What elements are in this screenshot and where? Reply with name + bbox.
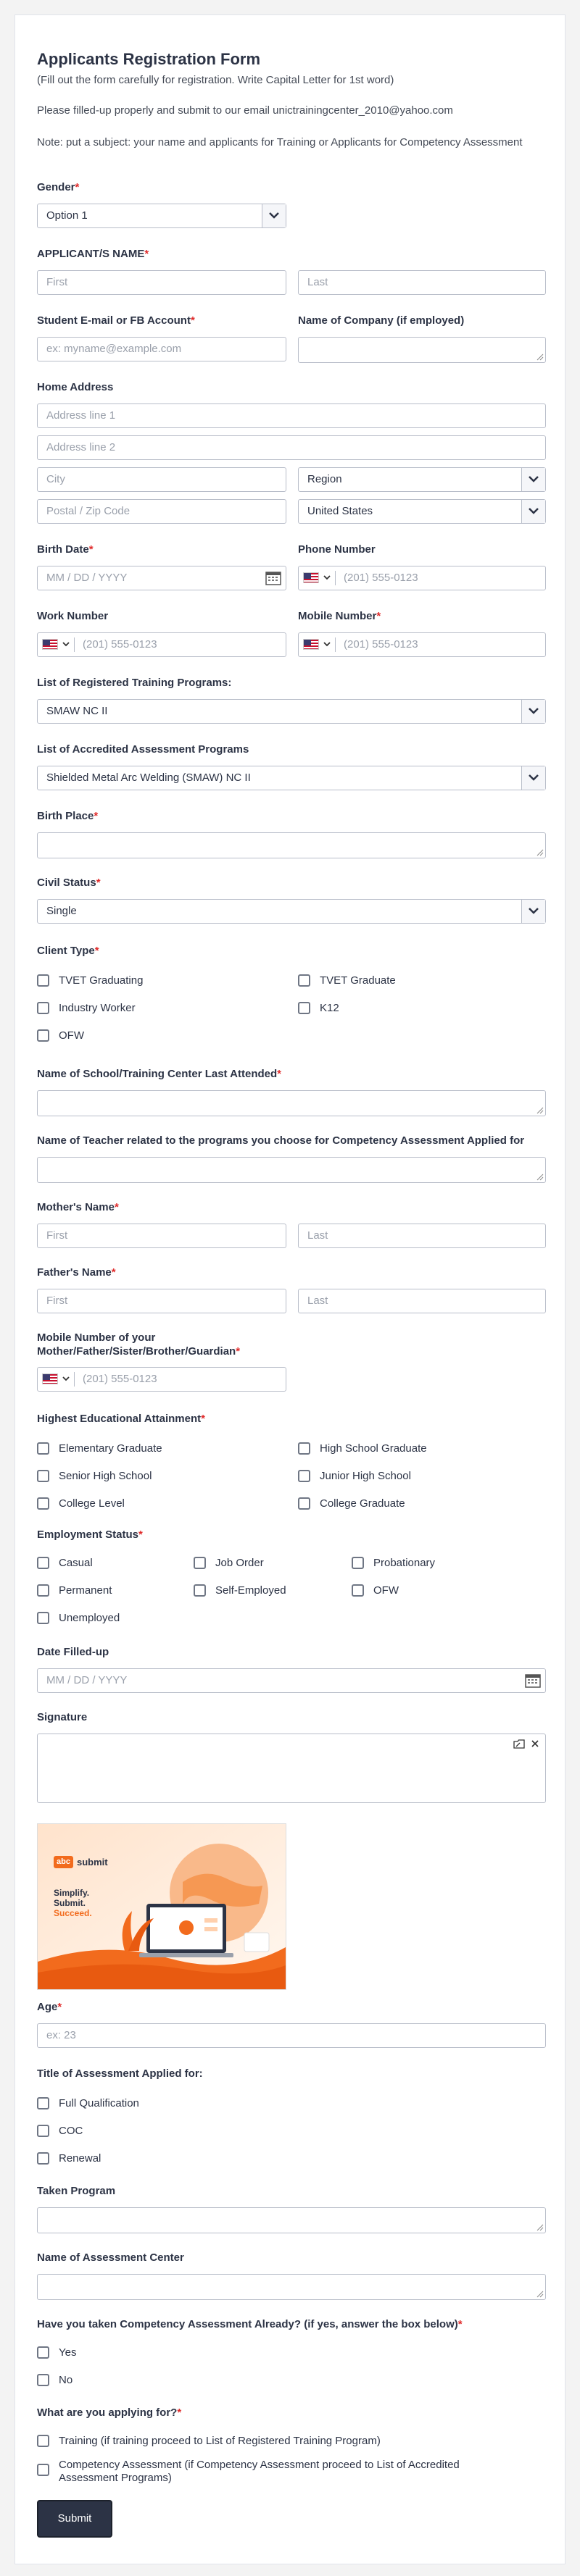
assessment-center-textarea[interactable] <box>37 2274 546 2300</box>
education-option-label: College Graduate <box>320 1497 405 1510</box>
gender-value: Option 1 <box>46 209 88 222</box>
age-input[interactable]: ex: 23 <box>37 2023 546 2048</box>
form-instruction: Please filled-up properly and submit to our email unictrainingcenter_2010@yahoo.com <box>37 104 453 117</box>
taken-program-label: Taken Program <box>37 2185 116 2197</box>
company-label: Name of Company (if employed) <box>298 314 465 327</box>
us-flag-icon[interactable] <box>42 1373 58 1384</box>
address-line2-input[interactable]: Address line 2 <box>37 435 546 460</box>
education-option-label: High School Graduate <box>320 1442 427 1455</box>
birth-date-label: Birth Date* <box>37 543 94 556</box>
assessment-title-label: Title of Assessment Applied for: <box>37 2067 203 2080</box>
submit-button[interactable]: Submit <box>37 2500 112 2538</box>
phone-input[interactable] <box>298 566 546 590</box>
training-programs-select[interactable] <box>37 699 546 724</box>
assessment-programs-label: List of Accredited Assessment Programs <box>37 743 249 756</box>
company-textarea[interactable] <box>298 337 546 363</box>
employment-option-label: OFW <box>373 1584 399 1597</box>
assessment-option-label: Renewal <box>59 2152 102 2165</box>
promo-line3: Succeed. <box>54 1908 92 1918</box>
chevron-down-icon <box>521 468 545 491</box>
chevron-down-icon <box>521 766 545 790</box>
form-card <box>14 14 566 2564</box>
civil-status-label: Civil Status* <box>37 877 101 889</box>
phone-label: Phone Number <box>298 543 376 556</box>
chevron-down-icon <box>62 642 70 647</box>
chevron-down-icon <box>62 1376 70 1381</box>
school-textarea[interactable] <box>37 1090 546 1116</box>
assessment-center-label: Name of Assessment Center <box>37 2251 184 2264</box>
work-number-input[interactable] <box>37 632 286 657</box>
guardian-mobile-label-line2: Mother/Father/Sister/Brother/Guardian* <box>37 1345 241 1358</box>
chevron-down-icon <box>323 642 331 647</box>
education-option-label: Junior High School <box>320 1470 411 1482</box>
mobile-number-placeholder: (201) 555-0123 <box>344 638 418 651</box>
employment-option-label: Permanent <box>59 1584 112 1597</box>
employment-checkbox-ofw[interactable] <box>352 1584 364 1597</box>
employment-option-label: Job Order <box>215 1557 264 1569</box>
region-select[interactable] <box>298 467 546 492</box>
birth-place-label: Birth Place* <box>37 810 99 822</box>
civil-status-select[interactable] <box>37 899 546 924</box>
applicant-name-label: APPLICANT/S NAME* <box>37 248 149 260</box>
employment-option-label: Probationary <box>373 1557 436 1569</box>
divider <box>74 637 75 652</box>
promo-banner <box>37 1823 286 1990</box>
divider <box>74 1372 75 1387</box>
education-checkbox-high-school-graduate[interactable] <box>298 1442 310 1455</box>
divider <box>335 571 336 585</box>
chevron-down-icon <box>521 500 545 523</box>
calendar-icon[interactable] <box>265 571 281 585</box>
guardian-mobile-input[interactable] <box>37 1367 286 1392</box>
birth-date-placeholder: MM / DD / YYYY <box>46 572 128 584</box>
assessment-programs-value: Shielded Metal Arc Welding (SMAW) NC II <box>46 771 251 784</box>
taken-already-checkbox-yes[interactable] <box>37 2346 49 2359</box>
employment-checkbox-permanent[interactable] <box>37 1584 49 1597</box>
chevron-down-icon <box>323 575 331 580</box>
us-flag-icon[interactable] <box>303 639 319 650</box>
education-checkbox-senior-high-school[interactable] <box>37 1470 49 1482</box>
employment-option-label: Unemployed <box>59 1612 120 1624</box>
education-option-label: College Level <box>59 1497 125 1510</box>
education-checkbox-elementary-graduate[interactable] <box>37 1442 49 1455</box>
mobile-number-label: Mobile Number* <box>298 610 381 622</box>
mother-name-label: Mother's Name* <box>37 1201 119 1213</box>
guardian-mobile-placeholder: (201) 555-0123 <box>83 1373 157 1385</box>
resize-handle-icon <box>536 849 544 856</box>
promo-logo-mark: abc <box>54 1856 73 1868</box>
us-flag-icon[interactable] <box>303 572 319 583</box>
chevron-down-icon <box>262 204 286 227</box>
teacher-label: Name of Teacher related to the programs you choose for Competency Assessment Applied for <box>37 1134 525 1147</box>
signature-label: Signature <box>37 1711 88 1723</box>
calendar-icon[interactable] <box>525 1673 541 1688</box>
client-type-checkbox-ofw[interactable] <box>37 1029 49 1042</box>
employment-checkbox-self-employed[interactable] <box>194 1584 206 1597</box>
work-number-placeholder: (201) 555-0123 <box>83 638 157 651</box>
taken-program-textarea[interactable] <box>37 2207 546 2233</box>
applying-for-option-label-line2: Assessment Programs) <box>59 2472 172 2484</box>
gender-label: Gender* <box>37 181 80 193</box>
email-input[interactable]: ex: myname@example.com <box>37 337 286 361</box>
applying-for-checkbox-training[interactable] <box>37 2435 49 2447</box>
resize-handle-icon <box>536 2224 544 2231</box>
father-last-name-input[interactable]: Last <box>298 1289 546 1313</box>
father-name-label: Father's Name* <box>37 1266 116 1279</box>
assessment-option-label: COC <box>59 2125 83 2137</box>
promo-line2: Submit. <box>54 1898 86 1908</box>
birth-date-input[interactable] <box>37 566 286 590</box>
divider <box>335 637 336 652</box>
client-type-checkbox-k12[interactable] <box>298 1002 310 1014</box>
age-label: Age* <box>37 2001 62 2013</box>
applying-for-option-label-line1: Competency Assessment (if Competency Assessment proceed to List of Accredited <box>59 2459 460 2471</box>
taken-already-checkbox-no[interactable] <box>37 2374 49 2386</box>
promo-line1: Simplify. <box>54 1888 90 1898</box>
education-option-label: Senior High School <box>59 1470 152 1482</box>
education-label: Highest Educational Attainment* <box>37 1413 205 1425</box>
training-programs-value: SMAW NC II <box>46 705 108 717</box>
education-checkbox-college-graduate[interactable] <box>298 1497 310 1510</box>
employment-checkbox-unemployed[interactable] <box>37 1612 49 1624</box>
employment-checkbox-job-order[interactable] <box>194 1557 206 1569</box>
form-note: Note: put a subject: your name and applicants for Training or Applicants for Competency Assessment <box>37 136 523 149</box>
phone-placeholder: (201) 555-0123 <box>344 572 418 584</box>
address-line1-input[interactable]: Address line 1 <box>37 403 546 428</box>
employment-option-label: Self-Employed <box>215 1584 286 1597</box>
resize-handle-icon <box>536 354 544 361</box>
country-select[interactable] <box>298 499 546 524</box>
date-filled-input[interactable] <box>37 1668 546 1693</box>
upload-icon[interactable] <box>513 1739 525 1749</box>
form-subtitle: (Fill out the form carefully for registration. Write Capital Letter for 1st word) <box>37 74 394 86</box>
resize-handle-icon <box>536 1174 544 1181</box>
work-number-label: Work Number <box>37 610 109 622</box>
resize-handle-icon <box>536 1107 544 1114</box>
client-type-checkbox-tvet-graduate[interactable] <box>298 974 310 987</box>
promo-brand: submit <box>77 1857 108 1868</box>
client-type-option-label: K12 <box>320 1002 339 1014</box>
birth-place-textarea[interactable] <box>37 832 546 858</box>
client-type-option-label: TVET Graduate <box>320 974 396 987</box>
assessment-programs-select[interactable] <box>37 766 546 790</box>
client-type-option-label: TVET Graduating <box>59 974 144 987</box>
taken-already-label: Have you taken Competency Assessment Already? (if yes, answer the box below)* <box>37 2318 463 2330</box>
applying-for-checkbox-assessment[interactable] <box>37 2464 49 2476</box>
us-flag-icon[interactable] <box>42 639 58 650</box>
client-type-option-label: Industry Worker <box>59 1002 136 1014</box>
applying-for-label: What are you applying for?* <box>37 2406 182 2419</box>
date-filled-placeholder: MM / DD / YYYY <box>46 1674 128 1686</box>
education-checkbox-junior-high-school[interactable] <box>298 1470 310 1482</box>
employment-checkbox-casual[interactable] <box>37 1557 49 1569</box>
teacher-textarea[interactable] <box>37 1157 546 1183</box>
mother-first-name-input[interactable]: First <box>37 1224 286 1248</box>
close-icon[interactable] <box>531 1739 539 1748</box>
chevron-down-icon <box>521 900 545 923</box>
taken-already-option-label: Yes <box>59 2346 77 2359</box>
form-title: Applicants Registration Form <box>37 50 261 68</box>
city-input[interactable]: City <box>37 467 286 492</box>
guardian-mobile-label-line1: Mobile Number of your <box>37 1331 156 1344</box>
school-label: Name of School/Training Center Last Attended* <box>37 1068 281 1080</box>
client-type-checkbox-tvet-graduating[interactable] <box>37 974 49 987</box>
assessment-checkbox-renewal[interactable] <box>37 2152 49 2165</box>
postal-code-input[interactable]: Postal / Zip Code <box>37 499 286 524</box>
signature-pad[interactable] <box>37 1734 546 1803</box>
assessment-checkbox-coc[interactable] <box>37 2125 49 2137</box>
client-type-option-label: OFW <box>59 1029 84 1042</box>
father-first-name-input[interactable]: First <box>37 1289 286 1313</box>
employment-option-label: Casual <box>59 1557 93 1569</box>
mother-last-name-input[interactable]: Last <box>298 1224 546 1248</box>
applicant-first-name-input[interactable]: First <box>37 270 286 295</box>
assessment-checkbox-full-qualification[interactable] <box>37 2097 49 2109</box>
applicant-last-name-input[interactable]: Last <box>298 270 546 295</box>
country-value: United States <box>307 505 373 517</box>
client-type-label: Client Type* <box>37 945 99 957</box>
resize-handle-icon <box>536 2291 544 2298</box>
gender-select[interactable] <box>37 204 286 228</box>
date-filled-label: Date Filled-up <box>37 1646 109 1658</box>
chevron-down-icon <box>521 700 545 723</box>
home-address-label: Home Address <box>37 381 114 393</box>
applying-for-option-label: Training (if training proceed to List of Registered Training Program) <box>59 2435 381 2447</box>
employment-checkbox-probationary[interactable] <box>352 1557 364 1569</box>
taken-already-option-label: No <box>59 2374 73 2386</box>
assessment-option-label: Full Qualification <box>59 2097 139 2109</box>
email-label: Student E-mail or FB Account* <box>37 314 195 327</box>
training-programs-label: List of Registered Training Programs: <box>37 677 232 689</box>
civil-status-value: Single <box>46 905 77 917</box>
education-option-label: Elementary Graduate <box>59 1442 162 1455</box>
employment-status-label: Employment Status* <box>37 1529 143 1541</box>
region-value: Region <box>307 473 342 485</box>
client-type-checkbox-industry-worker[interactable] <box>37 1002 49 1014</box>
mobile-number-input[interactable] <box>298 632 546 657</box>
education-checkbox-college-level[interactable] <box>37 1497 49 1510</box>
